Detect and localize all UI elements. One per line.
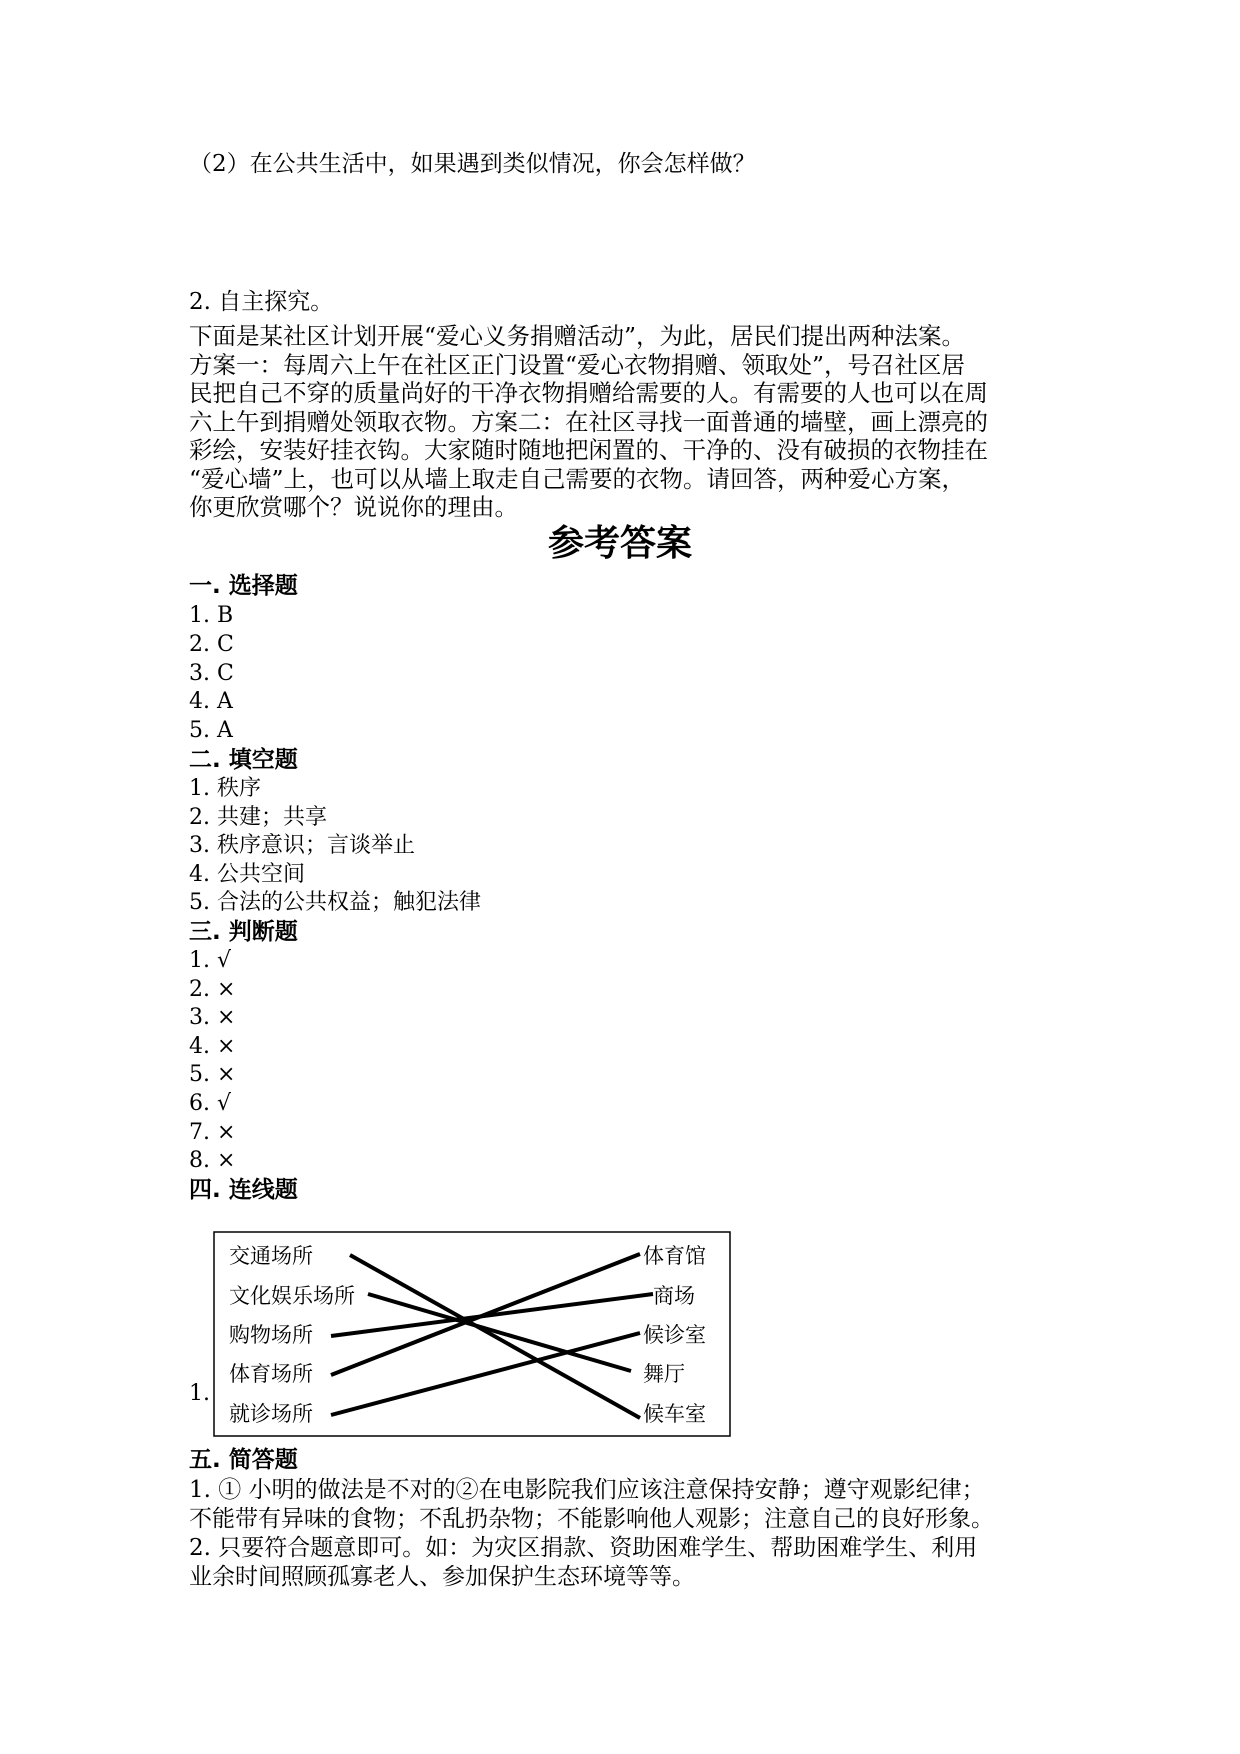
- matching-question-number: 1.: [189, 1381, 210, 1406]
- paragraph-line: 彩绘，安装好挂衣钩。大家随时随地把闲置的、干净的、没有破损的衣物挂在: [189, 436, 988, 464]
- question-2-title: 2. 自主探究。: [189, 289, 334, 315]
- answer-line: 不能带有异味的食物；不乱扔杂物；不能影响他人观影；注意自己的良好形象。: [189, 1506, 994, 1532]
- question-2-body: [189, 322, 1049, 522]
- right-item: 舞厅: [643, 1362, 685, 1386]
- answer-item: 3. 秩序意识；言谈举止: [189, 833, 415, 858]
- answer-item: 2. 共建；共享: [189, 805, 327, 830]
- paragraph-line: 民把自己不穿的质量尚好的干净衣物捐赠给需要的人。有需要的人也可以在周: [189, 379, 988, 407]
- answer-item: 4. A: [189, 689, 233, 714]
- answer-item: 2. C: [189, 632, 234, 657]
- paragraph-line: 你更欣赏哪个？说说你的理由。: [189, 493, 518, 521]
- answer-item: 3. C: [189, 661, 234, 686]
- left-item: 就诊场所: [229, 1402, 313, 1426]
- answer-item: 3. ×: [189, 1005, 236, 1030]
- matching-diagram: [213, 1231, 731, 1437]
- answer-key-title: 参考答案: [547, 523, 692, 564]
- answer-line: 业余时间照顾孤寡老人、参加保护生态环境等等。: [189, 1564, 695, 1590]
- answer-item: 1. B: [189, 603, 234, 628]
- answer-item: 2. ×: [189, 977, 236, 1002]
- answer-item: 1. 秩序: [189, 776, 261, 801]
- paragraph-line: “爱心墙”上，也可以从墙上取走自己需要的衣物。请回答，两种爱心方案，: [189, 464, 966, 493]
- section-heading-true-false: 三. 判断题: [189, 919, 298, 945]
- right-item: 候车室: [643, 1402, 706, 1426]
- answer-item: 5. A: [189, 718, 233, 743]
- answer-line: 1. ① 小明的做法是不对的②在电影院我们应该注意保持安静；遵守观影纪律；: [189, 1477, 985, 1503]
- answer-item: 4. ×: [189, 1034, 236, 1059]
- paragraph-line: 下面是某社区计划开展“爱心义务捐赠活动”，为此，居民们提出两种法案。: [189, 322, 966, 350]
- section-heading-short-answer: 五. 简答题: [189, 1447, 298, 1473]
- left-item: 交通场所: [229, 1244, 313, 1268]
- section-heading-matching: 四. 连线题: [189, 1177, 298, 1203]
- paragraph-line: 方案一：每周六上午在社区正门设置“爱心衣物捐赠、领取处”，号召社区居: [189, 350, 966, 379]
- paragraph-line: 六上午到捐赠处领取衣物。方案二：在社区寻找一面普通的墙壁，画上漂亮的: [189, 407, 988, 436]
- left-item: 文化娱乐场所: [229, 1284, 355, 1308]
- right-item: 商场: [653, 1284, 695, 1308]
- answer-line: 2. 只要符合题意即可。如：为灾区捐款、资助困难学生、帮助困难学生、利用: [189, 1535, 978, 1561]
- left-item: 购物场所: [229, 1323, 313, 1347]
- section-heading-choice: 一. 选择题: [189, 573, 298, 599]
- answer-item: 5. 合法的公共权益；触犯法律: [189, 890, 481, 915]
- answer-item: 4. 公共空间: [189, 862, 305, 887]
- answer-item: 5. ×: [189, 1062, 236, 1087]
- left-item: 体育场所: [229, 1362, 313, 1386]
- section-heading-fill-blank: 二. 填空题: [189, 747, 298, 773]
- answer-item: 7. ×: [189, 1120, 236, 1145]
- answer-item: 1. √: [189, 948, 232, 973]
- question-2-subpart: （2）在公共生活中，如果遇到类似情况，你会怎样做？: [189, 151, 756, 177]
- answer-item: 8. ×: [189, 1148, 236, 1173]
- answer-item: 6. √: [189, 1091, 232, 1116]
- right-item: 体育馆: [643, 1244, 706, 1268]
- right-item: 候诊室: [643, 1323, 706, 1347]
